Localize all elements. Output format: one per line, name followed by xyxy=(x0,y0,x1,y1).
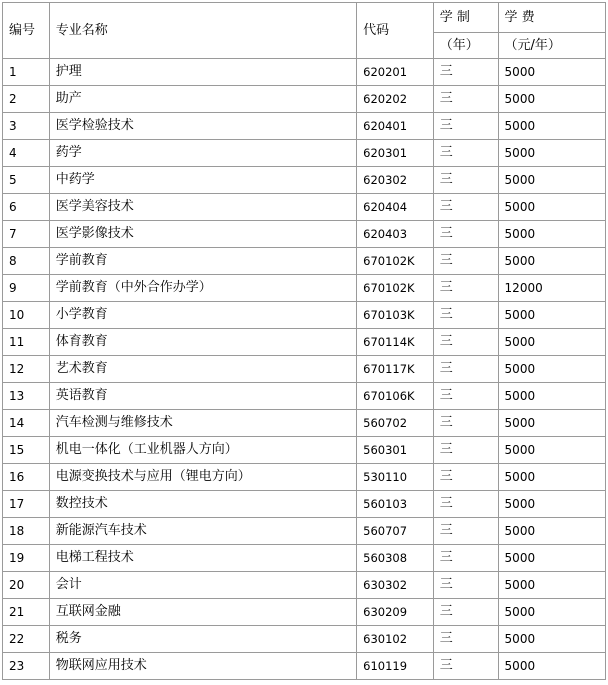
table-body xyxy=(3,59,606,680)
row-number-cell: 18 xyxy=(3,518,50,545)
major-code-cell: 620302 xyxy=(357,167,434,194)
major-name-cell: 税务 xyxy=(49,626,356,653)
row-number-cell: 17 xyxy=(3,491,50,518)
major-code-cell: 530110 xyxy=(357,464,434,491)
major-name-cell: 会计 xyxy=(49,572,356,599)
table-row xyxy=(3,491,606,518)
major-code-cell: 620202 xyxy=(357,86,434,113)
table-row xyxy=(3,59,606,86)
major-name-cell: 英语教育 xyxy=(49,383,356,410)
row-number-cell: 9 xyxy=(3,275,50,302)
major-code-cell: 610119 xyxy=(357,653,434,680)
row-number-cell: 3 xyxy=(3,113,50,140)
duration-cell: 三 xyxy=(433,464,498,491)
table-row xyxy=(3,410,606,437)
row-number-cell: 4 xyxy=(3,140,50,167)
row-number-cell: 16 xyxy=(3,464,50,491)
major-name-cell: 互联网金融 xyxy=(49,599,356,626)
major-name-cell: 电源变换技术与应用（锂电方向） xyxy=(49,464,356,491)
table-row xyxy=(3,302,606,329)
table-row xyxy=(3,275,606,302)
row-number-cell: 1 xyxy=(3,59,50,86)
major-code-cell: 670117K xyxy=(357,356,434,383)
table-row xyxy=(3,383,606,410)
tuition-cell: 5000 xyxy=(498,545,605,572)
table-row xyxy=(3,140,606,167)
major-code-cell: 670114K xyxy=(357,329,434,356)
table-row xyxy=(3,194,606,221)
major-code-cell: 560702 xyxy=(357,410,434,437)
table-row xyxy=(3,356,606,383)
table-header xyxy=(3,3,606,59)
major-name-cell: 护理 xyxy=(49,59,356,86)
row-number-cell: 21 xyxy=(3,599,50,626)
header-code: 代码 xyxy=(357,3,434,59)
row-number-cell: 23 xyxy=(3,653,50,680)
row-number-cell: 13 xyxy=(3,383,50,410)
duration-cell: 三 xyxy=(433,518,498,545)
duration-cell: 三 xyxy=(433,491,498,518)
tuition-cell: 5000 xyxy=(498,464,605,491)
table-row xyxy=(3,599,606,626)
table-row xyxy=(3,572,606,599)
duration-cell: 三 xyxy=(433,410,498,437)
row-number-cell: 12 xyxy=(3,356,50,383)
major-name-cell: 药学 xyxy=(49,140,356,167)
major-name-cell: 体育教育 xyxy=(49,329,356,356)
tuition-cell: 5000 xyxy=(498,653,605,680)
tuition-cell: 5000 xyxy=(498,221,605,248)
row-number-cell: 22 xyxy=(3,626,50,653)
major-code-cell: 560707 xyxy=(357,518,434,545)
major-name-cell: 医学美容技术 xyxy=(49,194,356,221)
major-name-cell: 物联网应用技术 xyxy=(49,653,356,680)
row-number-cell: 7 xyxy=(3,221,50,248)
tuition-cell: 5000 xyxy=(498,356,605,383)
tuition-cell: 5000 xyxy=(498,437,605,464)
tuition-cell: 5000 xyxy=(498,167,605,194)
row-number-cell: 15 xyxy=(3,437,50,464)
duration-cell: 三 xyxy=(433,356,498,383)
duration-cell: 三 xyxy=(433,626,498,653)
table-row xyxy=(3,464,606,491)
row-number-cell: 19 xyxy=(3,545,50,572)
tuition-cell: 5000 xyxy=(498,86,605,113)
major-code-cell: 670102K xyxy=(357,248,434,275)
major-code-cell: 560301 xyxy=(357,437,434,464)
major-name-cell: 学前教育（中外合作办学） xyxy=(49,275,356,302)
major-name-cell: 助产 xyxy=(49,86,356,113)
major-code-cell: 670102K xyxy=(357,275,434,302)
row-number-cell: 11 xyxy=(3,329,50,356)
tuition-cell: 5000 xyxy=(498,140,605,167)
duration-cell: 三 xyxy=(433,545,498,572)
tuition-cell: 5000 xyxy=(498,194,605,221)
major-name-cell: 电梯工程技术 xyxy=(49,545,356,572)
tuition-cell: 5000 xyxy=(498,491,605,518)
major-name-cell: 汽车检测与维修技术 xyxy=(49,410,356,437)
duration-cell: 三 xyxy=(433,653,498,680)
table-row xyxy=(3,653,606,680)
table-row xyxy=(3,329,606,356)
duration-cell: 三 xyxy=(433,383,498,410)
tuition-cell: 5000 xyxy=(498,329,605,356)
tuition-cell: 5000 xyxy=(498,59,605,86)
row-number-cell: 10 xyxy=(3,302,50,329)
duration-cell: 三 xyxy=(433,113,498,140)
major-code-cell: 630102 xyxy=(357,626,434,653)
duration-cell: 三 xyxy=(433,572,498,599)
major-code-cell: 560103 xyxy=(357,491,434,518)
row-number-cell: 14 xyxy=(3,410,50,437)
major-name-cell: 新能源汽车技术 xyxy=(49,518,356,545)
duration-cell: 三 xyxy=(433,140,498,167)
major-code-cell: 670106K xyxy=(357,383,434,410)
tuition-cell: 5000 xyxy=(498,410,605,437)
major-code-cell: 670103K xyxy=(357,302,434,329)
major-name-cell: 医学检验技术 xyxy=(49,113,356,140)
table-row xyxy=(3,113,606,140)
duration-cell: 三 xyxy=(433,275,498,302)
header-row xyxy=(3,3,606,33)
tuition-cell: 5000 xyxy=(498,113,605,140)
major-name-cell: 小学教育 xyxy=(49,302,356,329)
table-row xyxy=(3,518,606,545)
table-row xyxy=(3,221,606,248)
duration-cell: 三 xyxy=(433,194,498,221)
tuition-cell: 12000 xyxy=(498,275,605,302)
table-row xyxy=(3,86,606,113)
table-row xyxy=(3,167,606,194)
header-years: 学 制 xyxy=(433,3,498,33)
table-row xyxy=(3,437,606,464)
row-number-cell: 20 xyxy=(3,572,50,599)
duration-cell: 三 xyxy=(433,59,498,86)
row-number-cell: 8 xyxy=(3,248,50,275)
tuition-cell: 5000 xyxy=(498,572,605,599)
duration-cell: 三 xyxy=(433,599,498,626)
table-row xyxy=(3,626,606,653)
header-years-unit: （年） xyxy=(433,33,498,59)
header-fee: 学 费 xyxy=(498,3,605,33)
major-code-cell: 620401 xyxy=(357,113,434,140)
duration-cell: 三 xyxy=(433,167,498,194)
tuition-cell: 5000 xyxy=(498,626,605,653)
duration-cell: 三 xyxy=(433,302,498,329)
table-row xyxy=(3,248,606,275)
majors-table xyxy=(2,2,606,680)
major-name-cell: 数控技术 xyxy=(49,491,356,518)
tuition-cell: 5000 xyxy=(498,248,605,275)
major-code-cell: 630209 xyxy=(357,599,434,626)
duration-cell: 三 xyxy=(433,221,498,248)
major-code-cell: 620403 xyxy=(357,221,434,248)
row-number-cell: 2 xyxy=(3,86,50,113)
major-name-cell: 机电一体化（工业机器人方向） xyxy=(49,437,356,464)
header-num: 编号 xyxy=(3,3,50,59)
duration-cell: 三 xyxy=(433,437,498,464)
tuition-cell: 5000 xyxy=(498,302,605,329)
duration-cell: 三 xyxy=(433,86,498,113)
major-code-cell: 560308 xyxy=(357,545,434,572)
duration-cell: 三 xyxy=(433,248,498,275)
header-name: 专业名称 xyxy=(49,3,356,59)
major-name-cell: 学前教育 xyxy=(49,248,356,275)
duration-cell: 三 xyxy=(433,329,498,356)
tuition-cell: 5000 xyxy=(498,383,605,410)
tuition-cell: 5000 xyxy=(498,518,605,545)
tuition-cell: 5000 xyxy=(498,599,605,626)
row-number-cell: 6 xyxy=(3,194,50,221)
major-code-cell: 620404 xyxy=(357,194,434,221)
major-code-cell: 630302 xyxy=(357,572,434,599)
major-name-cell: 艺术教育 xyxy=(49,356,356,383)
major-code-cell: 620301 xyxy=(357,140,434,167)
major-name-cell: 医学影像技术 xyxy=(49,221,356,248)
major-code-cell: 620201 xyxy=(357,59,434,86)
row-number-cell: 5 xyxy=(3,167,50,194)
table-row xyxy=(3,545,606,572)
header-fee-unit: （元/年） xyxy=(498,33,605,59)
major-name-cell: 中药学 xyxy=(49,167,356,194)
